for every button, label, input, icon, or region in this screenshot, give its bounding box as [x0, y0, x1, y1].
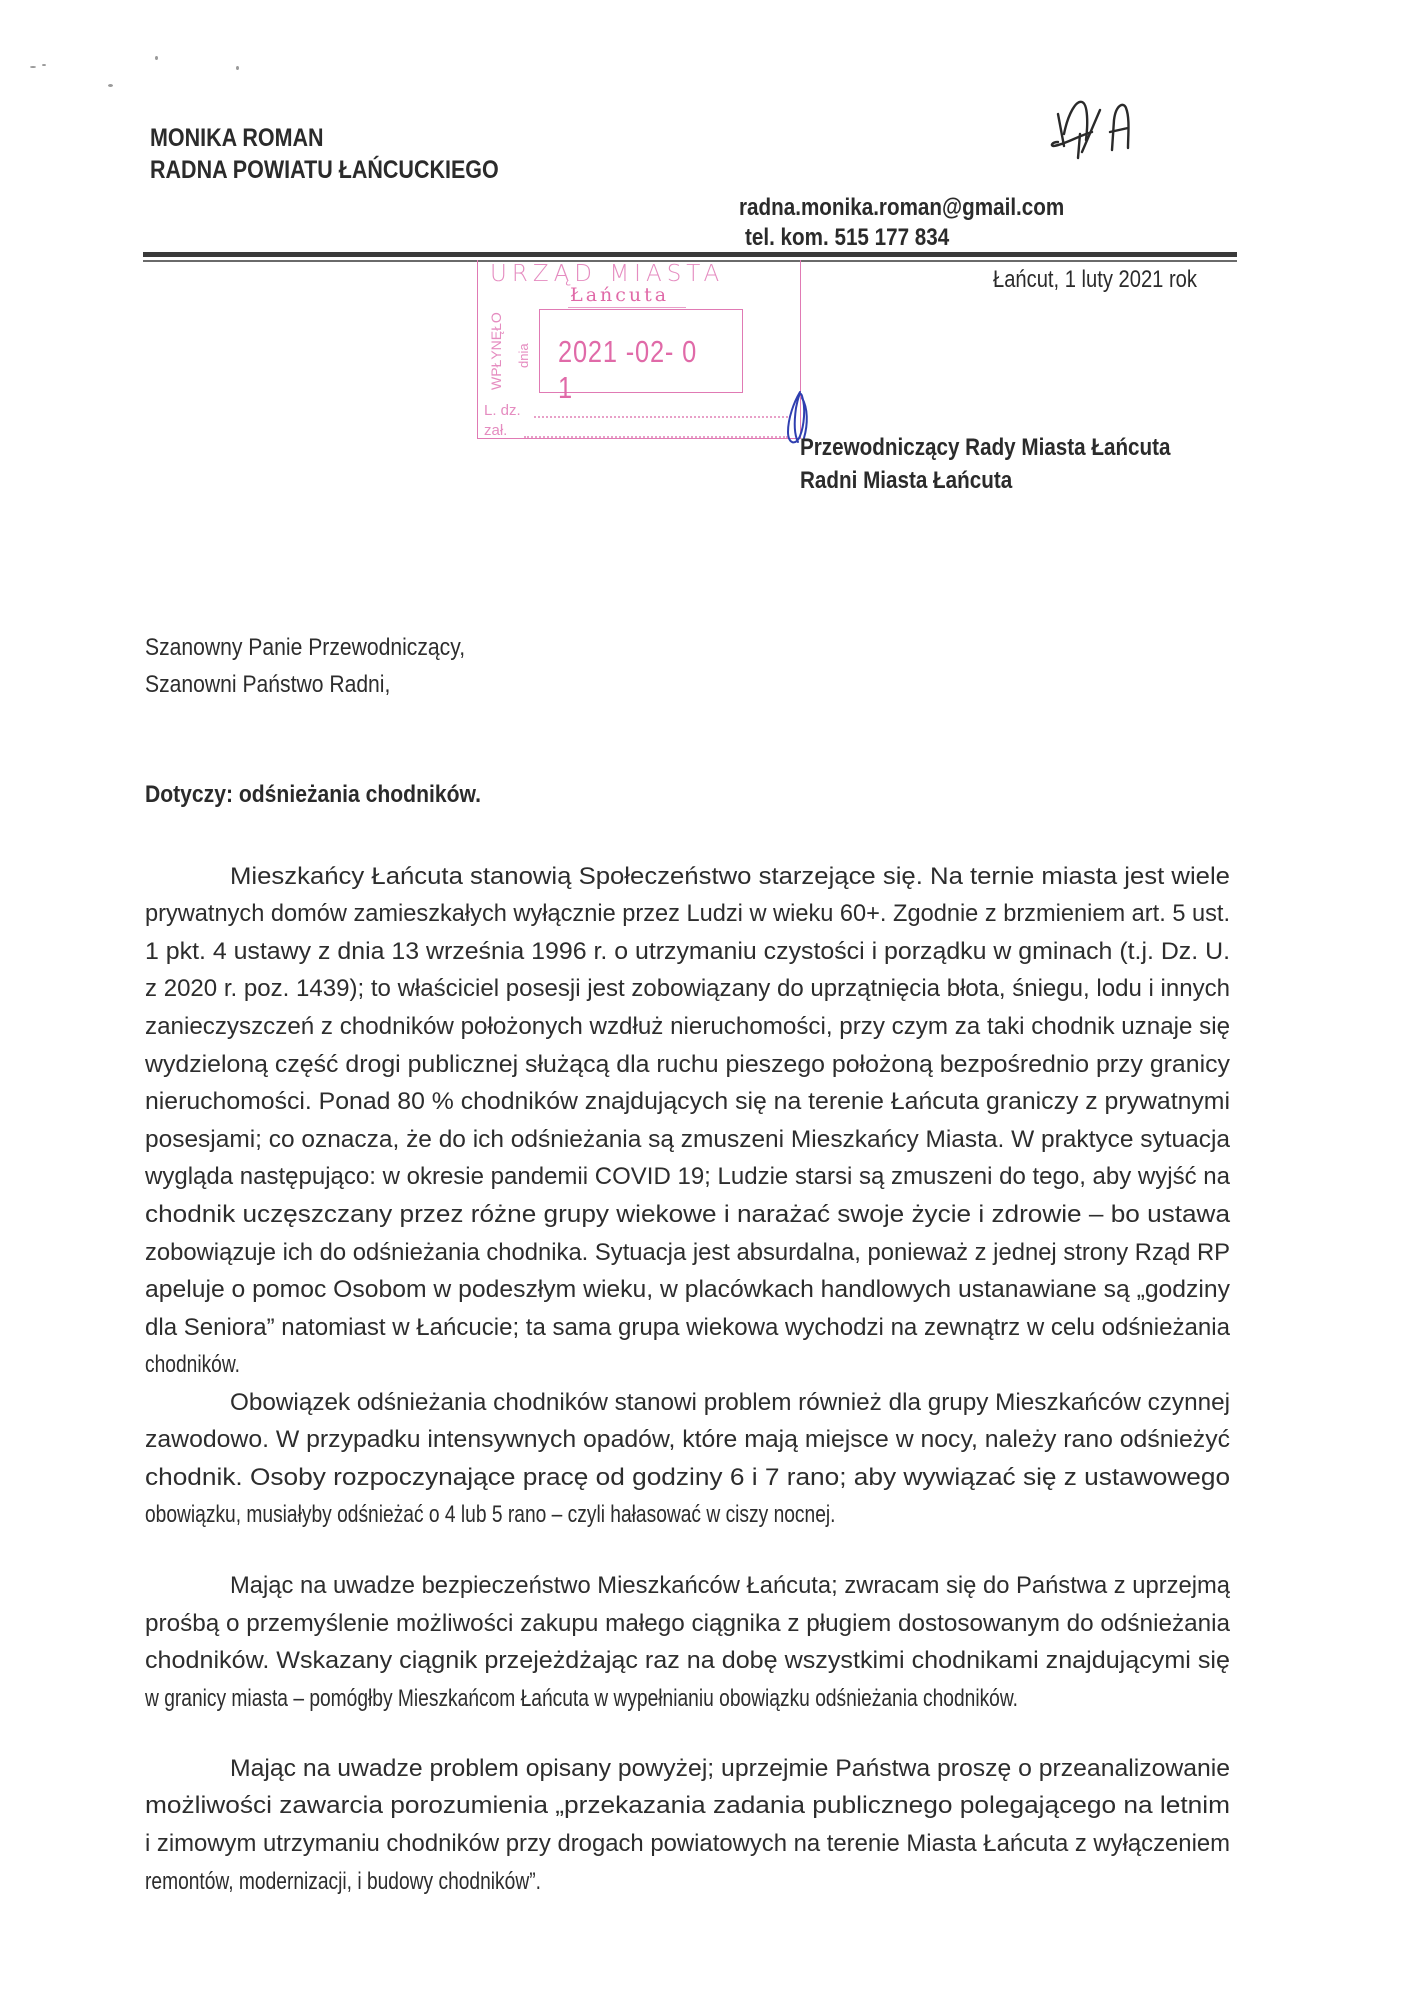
body-line-text: możliwości zawarcia porozumienia „przekazania zadania publicznego polegającego na letnim	[145, 1792, 1230, 1819]
body-line	[145, 1050, 1230, 1080]
stamp-date-box	[539, 309, 743, 405]
sender-title-text: RADNA POWIATU ŁAŃCUCKIEGO	[150, 156, 499, 184]
body-line	[145, 1012, 1230, 1042]
body-line-text: remontów, modernizacji, i budowy chodników”.	[145, 1868, 541, 1895]
greeting-text-2: Szanowni Państwo Radni,	[145, 671, 391, 698]
body-line	[145, 1829, 1230, 1859]
sender-email	[739, 196, 1117, 220]
body-line	[145, 1350, 1230, 1380]
body-line-text: i zimowym utrzymaniu chodników przy drogach powiatowych na terenie Miasta Łańcuta z wyłączeniem	[145, 1830, 1231, 1857]
body-line-text: w granicy miasta – pomógłby Mieszkańcom Łańcuta w wypełnianiu obowiązku odśnieżania chodników.	[145, 1685, 1018, 1712]
body-line	[145, 899, 1230, 929]
greeting-line-1	[145, 636, 509, 660]
body-line	[145, 1463, 1230, 1493]
body-line	[230, 862, 1230, 892]
body-line	[145, 1275, 1230, 1305]
sender-phone	[745, 226, 983, 250]
stamp-date: 2021 -02- 0 1	[558, 334, 698, 405]
addressee-councillors	[800, 469, 1047, 493]
greeting-line-2	[145, 673, 424, 697]
greeting-text-1: Szanowny Panie Przewodniczący,	[145, 634, 466, 661]
body-line-text: wydzieloną część drogi publicznej służącą dla ruchu pieszego położoną bezpośrednio przy granicy	[145, 1051, 1230, 1078]
place-date-text: Łańcut, 1 luty 2021 rok	[993, 266, 1197, 293]
body-line-text: nieruchomości. Ponad 80 % chodników znajdujących się na terenie Łańcuta graniczy z prywatnymi	[145, 1088, 1230, 1115]
addressee-chairman-text: Przewodniczący Rady Miasta Łańcuta	[800, 434, 1171, 461]
body-line	[145, 1125, 1230, 1155]
place-date	[993, 268, 1236, 292]
addressee-councillors-text: Radni Miasta Łańcuta	[800, 467, 1013, 494]
body-line-text: chodników. Wskazany ciągnik przejeżdżając raz na dobę wszystkimi chodnikami znajdującymi się	[145, 1647, 1230, 1674]
body-line-text: Mieszkańcy Łańcuta stanowią Społeczeństwo starzejące się. Na ternie miasta jest wiele	[230, 863, 1230, 890]
handwritten-initials-icon	[1044, 94, 1144, 164]
body-line	[145, 1609, 1230, 1639]
sender-title	[150, 158, 556, 183]
letter-subject-text: Dotyczy: odśnieżania chodników.	[145, 781, 482, 808]
body-line	[145, 1087, 1230, 1117]
body-line	[145, 1162, 1230, 1192]
scan-speck	[42, 64, 46, 66]
header-divider	[143, 252, 1237, 257]
body-line-text: chodnik. Osoby rozpoczynające pracę od godziny 6 i 7 rano; aby wywiązać się z ustawowego	[145, 1464, 1231, 1491]
stamp-city: Łańcuta	[570, 284, 670, 306]
body-line-text: 1 pkt. 4 ustawy z dnia 13 września 1996 r. o utrzymaniu czystości i porządku w gminach (t.j. Dz. U.	[145, 938, 1230, 965]
stamp-ref-line	[534, 416, 788, 418]
body-line-text: posesjami; co oznacza, że do ich odśnieżania są zmuszeni Mieszkańcy Miasta. W praktyce sytuacja	[145, 1126, 1231, 1153]
stamp-received-label: WPŁYNĘŁO	[488, 312, 504, 390]
body-line	[230, 1571, 1230, 1601]
body-line	[145, 1791, 1230, 1821]
body-line	[145, 1500, 1230, 1530]
body-line	[230, 1388, 1230, 1418]
body-line	[145, 974, 1230, 1004]
scan-speck	[236, 66, 239, 70]
scan-speck	[30, 66, 36, 68]
body-line-text: zobowiązuje ich do odśnieżania chodnika. Sytuacja jest absurdalna, ponieważ z jednej strony Rząd RP	[145, 1239, 1231, 1266]
body-line-text: chodnik uczęszczany przez różne grupy wiekowe i narażać swoje życie i zdrowie – bo ustawa	[145, 1201, 1231, 1228]
addressee-chairman	[800, 436, 1231, 460]
body-line-text: Mając na uwadze bezpieczeństwo Mieszkańców Łańcuta; zwracam się do Państwa z uprzejmą	[230, 1572, 1231, 1599]
stamp-attachments-label: zał.	[484, 422, 508, 439]
body-line-text: chodników.	[145, 1351, 240, 1378]
stamp-office: URZĄD MIASTA	[490, 261, 725, 287]
sender-email-text: radna.monika.roman@gmail.com	[739, 194, 1065, 221]
body-line	[230, 1754, 1230, 1784]
body-line-text: wygląda następująco: w okresie pandemii COVID 19; Ludzie starsi są zmuszeni do tego, aby wyjść na	[145, 1163, 1230, 1190]
body-line	[145, 1200, 1230, 1230]
body-line-text: prośbą o przemyślenie możliwości zakupu małego ciągnika z pługiem dostosowanym do odśnieżania	[145, 1610, 1231, 1637]
body-line-text: dla Seniora” natomiast w Łańcucie; ta sama grupa wiekowa wychodzi na zewnątrz w celu odśnieżania	[145, 1314, 1230, 1341]
body-line-text: Obowiązek odśnieżania chodników stanowi problem również dla grupy Mieszkańców czynnej	[230, 1389, 1230, 1416]
received-stamp	[477, 260, 801, 439]
body-line-text: prywatnych domów zamieszkałych wyłącznie przez Ludzi w wieku 60+. Zgodnie z brzmieniem art. 5 ust.	[145, 900, 1231, 927]
scan-speck	[108, 84, 113, 87]
letter-subject	[145, 783, 527, 807]
sender-name-text: MONIKA ROMAN	[150, 124, 324, 152]
stamp-attachments-line	[524, 436, 788, 438]
scan-speck	[155, 56, 158, 60]
body-line-text: obowiązku, musiałyby odśnieżać o 4 lub 5 rano – czyli hałasować w ciszy nocnej.	[145, 1501, 836, 1528]
body-line	[145, 1425, 1230, 1455]
stamp-day-label: dnia	[516, 343, 531, 368]
body-line	[145, 1867, 1230, 1897]
sender-phone-text: tel. kom. 515 177 834	[745, 224, 950, 251]
body-line-text: zanieczyszczeń z chodników położonych wzdłuż nieruchomości, przy czym za taki chodnik uznaje się	[145, 1013, 1231, 1040]
body-line	[145, 1313, 1230, 1343]
body-line	[145, 1238, 1230, 1268]
body-line-text: Mając na uwadze problem opisany powyżej; uprzejmie Państwa proszę o przeanalizowanie	[230, 1755, 1231, 1782]
body-line-text: z 2020 r. poz. 1439); to właściciel posesji jest zobowiązany do uprzątnięcia błota, śniegu, lodu i innych	[145, 975, 1231, 1002]
body-line-text: zawodowo. W przypadku intensywnych opadów, które mają miejsce w nocy, należy rano odśnieżyć	[145, 1426, 1230, 1453]
body-line	[145, 1646, 1230, 1676]
body-line-text: apeluje o pomoc Osobom w podeszłym wieku, w placówkach handlowych ustanawiane są „godziny	[145, 1276, 1230, 1303]
body-line	[145, 937, 1230, 967]
body-line	[145, 1684, 1230, 1714]
sender-name	[150, 126, 352, 151]
stamp-city-underline	[568, 307, 686, 308]
stamp-ref-label: L. dz.	[484, 402, 521, 419]
